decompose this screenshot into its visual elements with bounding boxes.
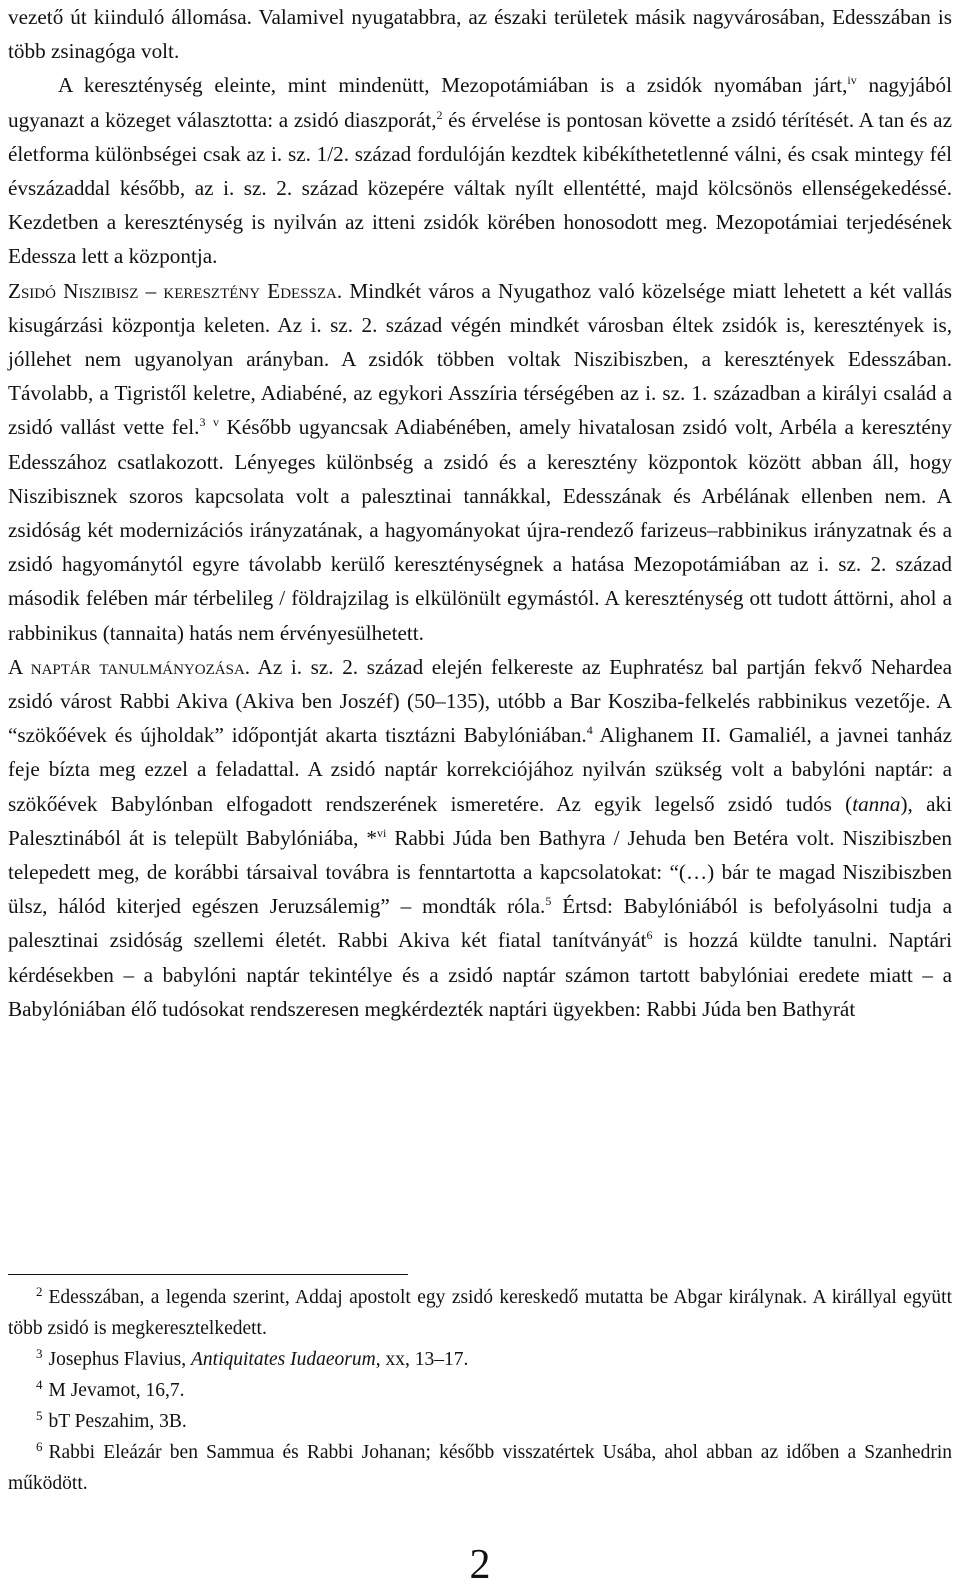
p2-text-c: és érvelése is pontosan követte a zsidó térítését. A tan és az életforma különbségei csak az i. sz. 1/2. század fordulóján kezdtek kibékíthetetlenné válni, és csak mintegy fél évszázaddal később, az i. sz. 2. század közepére váltak nyílt ellentétté, majd kölcsönös ellenségekedéssé. Kezdetben a kereszténység is nyilván az itteni zsidók körében honosodott meg. Mezopotámiai terjedésének Edessza lett a központja. bbox=[8, 107, 952, 269]
footnotes bbox=[8, 1282, 952, 1499]
footnote-text: , xx, 13–17. bbox=[375, 1349, 469, 1370]
footnote-title-italic: Antiquitates Iudaeorum bbox=[190, 1349, 376, 1370]
p4-text-b: Alighanem II. Gamaliél, a javnei tanház feje bízta meg ezzel a feladattal. A zsidó naptár korrekciójához nyilván szükség volt a babylóni naptár: a szökőévek Babylónban elfogadott rendszerének ismeretére. Az egyik legelső zsidó tudós ( bbox=[8, 723, 952, 816]
footnote-6 bbox=[8, 1437, 952, 1499]
footnote-text: Josephus Flavius, bbox=[48, 1349, 191, 1370]
paragraph-2 bbox=[8, 68, 952, 273]
term-tanna: tanna bbox=[852, 791, 901, 816]
footnote-ref-3[interactable]: 3 bbox=[199, 415, 206, 430]
body-text bbox=[8, 0, 952, 1026]
footnote-ref-4[interactable]: 4 bbox=[586, 723, 593, 738]
endnote-ref-vi[interactable]: vi bbox=[377, 825, 387, 840]
paragraph-3 bbox=[8, 274, 952, 650]
section-heading-naptar: A naptár tanulmányozása. bbox=[8, 654, 251, 679]
endnote-ref-v[interactable]: v bbox=[212, 415, 219, 430]
p3-text-b: Később ugyancsak Adiabénében, amely hivatalosan zsidó volt, Arbéla a keresztény Edesszához csatlakozott. Lényeges különbség a zsidó és a keresztény központok között abban áll, hogy Niszibisznek szoros kapcsolata volt a palesztinai tannákkal, Edesszának és Arbélának ellenben nem. A zsidóság két modernizációs irányzatának, a hagyományokat újra-rendező farizeus–rabbinikus irányzatnak és a zsidó hagyománytól egyre távolabb kerülő kereszténységnek a hatása Mezopotámiában az i. sz. 2. század második felében már térbelileg / földrajzilag is elkülönült egymástól. A kereszténység ott tudott áttörni, ahol a rabbinikus (tannaita) hatás nem érvényesülhetett. bbox=[8, 415, 952, 645]
footnote-ref-2[interactable]: 2 bbox=[436, 107, 443, 122]
footnote-number: 4 bbox=[36, 1377, 43, 1392]
footnote-5 bbox=[8, 1406, 952, 1437]
footnote-ref-5[interactable]: 5 bbox=[545, 894, 552, 909]
footnote-text: M Jevamot, 16,7. bbox=[48, 1380, 185, 1401]
p4-text-e: Értsd: Babylóniából is befolyásolni tudja a palesztinai zsidóság szellemi életét. Rabbi Akiva két fiatal tanítványát bbox=[8, 894, 952, 953]
p4-text-c: ), aki Palesztinából át is települt Babylóniába, * bbox=[8, 791, 952, 850]
p4-text-f: is hozzá küldte tanulni. Naptári kérdésekben – a babylóni naptár tekintélye és a zsidó naptár számon tartott babylóniai eredete miatt – a Babylóniában élő tudósokat rendszeresen megkérdezték naptári ügyekben: Rabbi Júda ben Bathyrát bbox=[8, 928, 952, 1021]
p3-text-a: Mindkét város a Nyugathoz való közelsége miatt lehetett a két vallás kisugárzási központja keleten. Az i. sz. 2. század végén mindkét városban éltek zsidók is, keresztények is, jóllehet nem ugyanolyan arányban. A zsidók többen voltak Niszibiszben, a keresztények Edesszában. Távolabb, a Tigristől keletre, Adiabéné, az egykori Asszíria térségében az i. sz. 1. században a királyi család a zsidó vallást vette fel. bbox=[8, 278, 952, 440]
paragraph-4 bbox=[8, 650, 952, 1026]
footnote-number: 2 bbox=[36, 1284, 43, 1299]
p4-text-d: Rabbi Júda ben Bathyra / Jehuda ben Betéra volt. Niszibiszben telepedett meg, de korábbi társaival továbra is fenntartotta a kapcsolatokat: “(…) bár te magad Niszibiszben ülsz, hálód kiterjed egészen Jeruzsálemig” – mondták róla. bbox=[8, 825, 952, 919]
endnote-ref-iv[interactable]: iv bbox=[847, 73, 857, 88]
page-number: 2 bbox=[469, 1542, 491, 1588]
footnote-number: 6 bbox=[36, 1439, 43, 1454]
p2-text-b: nagyjából ugyanazt a közeget választotta: a zsidó diaszporát, bbox=[8, 73, 952, 132]
footnote-number: 3 bbox=[36, 1346, 43, 1361]
paragraph-1 bbox=[8, 0, 952, 68]
p2-text-a: A kereszténység eleinte, mint mindenütt, Mezopotámiában is a zsidók nyomában járt, bbox=[58, 73, 848, 98]
footnote-2 bbox=[8, 1282, 952, 1344]
section-heading-niszibisz-edessza: Zsidó Niszibisz – keresztény Edessza. bbox=[8, 278, 343, 303]
footnote-number: 5 bbox=[36, 1408, 43, 1423]
footnote-3 bbox=[8, 1344, 952, 1375]
footnote-text: Rabbi Eleázár ben Sammua és Rabbi Johanan; később visszatértek Usába, ahol abban az időben a Szanhedrin működött. bbox=[8, 1442, 952, 1494]
footnote-separator bbox=[8, 1274, 408, 1275]
footnote-text: bT Peszahim, 3B. bbox=[48, 1411, 187, 1432]
document-page bbox=[8, 0, 952, 1593]
footnote-ref-6[interactable]: 6 bbox=[646, 928, 653, 943]
footnote-4 bbox=[8, 1375, 952, 1406]
p4-text-a: Az i. sz. 2. század elején felkereste az Euphratész bal partján fekvő Nehardea zsidó várost Rabbi Akiva (Akiva ben Joszéf) (50–135), utóbb a Bar Kosziba-felkelés rabbinikus vezetője. A “szökőévek és újholdak” időpontját akarta tisztázni Babylóniában. bbox=[8, 654, 952, 748]
paragraph-1-text: vezető út kiinduló állomása. Valamivel nyugatabbra, az északi területek másik nagyvárosában, Edesszában is több zsinagóga volt. bbox=[8, 5, 952, 64]
footnote-text: Edesszában, a legenda szerint, Addaj apostolt egy zsidó kereskedő mutatta be Abgar királynak. A királlyal együtt több zsidó is megkeresztelkedett. bbox=[8, 1287, 952, 1339]
